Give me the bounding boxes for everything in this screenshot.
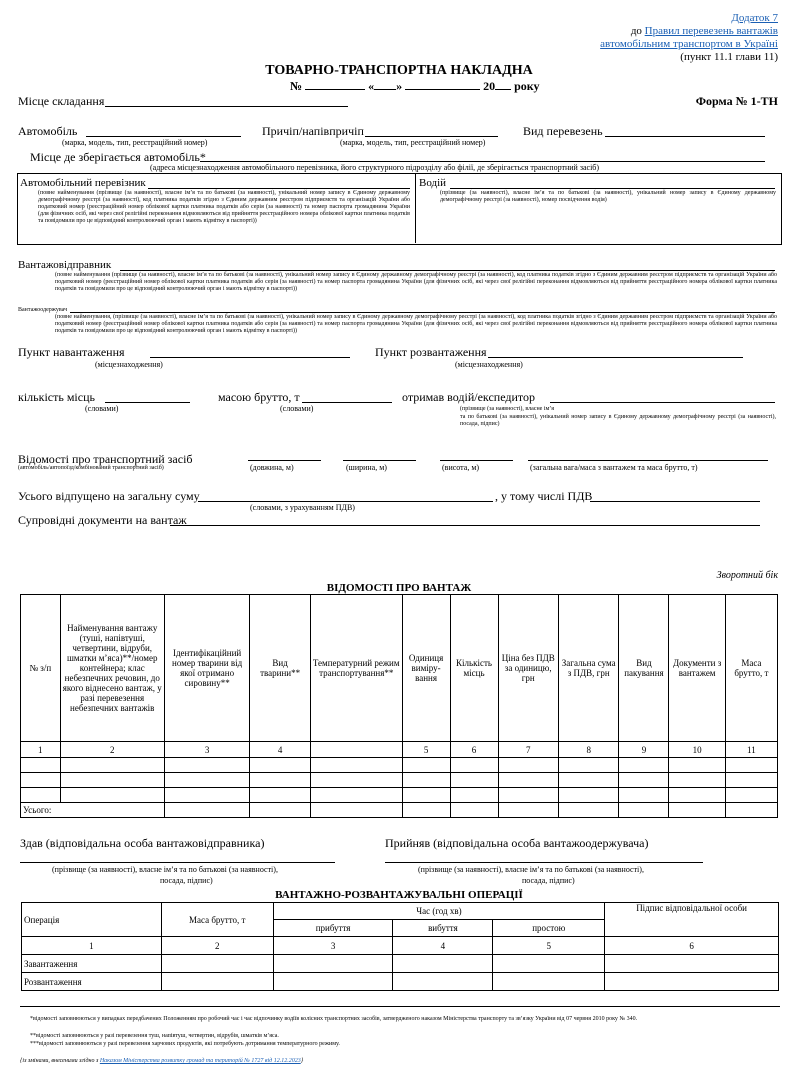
cargo-header-cell: Вид пакування bbox=[619, 595, 669, 742]
carrier-driver-divider bbox=[415, 173, 416, 243]
length-hint: (довжина, м) bbox=[250, 463, 294, 472]
cargo-header-cell: Ідентифікаційний номер тварини від якої отримано сировину** bbox=[164, 595, 250, 742]
cargo-header-cell: Маса брутто, т bbox=[725, 595, 777, 742]
year-suffix: року bbox=[514, 79, 540, 93]
cargo-col-number: 5 bbox=[402, 742, 450, 758]
cargo-col-number: 2 bbox=[60, 742, 164, 758]
cargo-header-cell: Одиниця виміру-вання bbox=[402, 595, 450, 742]
trailer-hint: (марка, модель, тип, реєстраційний номер) bbox=[340, 138, 486, 147]
width-field[interactable] bbox=[343, 460, 416, 461]
vehicle-info-hint: (автомобіль/автопоїзд/комбінований транспортний засіб) bbox=[18, 465, 164, 471]
quote-open: « bbox=[368, 79, 375, 93]
year-prefix: 20 bbox=[483, 79, 496, 93]
cargo-header-cell: Вид тварини** bbox=[250, 595, 310, 742]
appendix-rules bbox=[631, 25, 778, 37]
ops-table bbox=[21, 902, 779, 991]
ops-col-operation: Операція bbox=[22, 903, 162, 937]
unloading-point-field[interactable] bbox=[488, 357, 743, 358]
cargo-title: ВІДОМОСТІ ПРО ВАНТАЖ bbox=[326, 582, 472, 594]
form-label: Форма № 1-ТН bbox=[695, 94, 778, 108]
driver-field[interactable] bbox=[450, 188, 775, 189]
cargo-empty-row[interactable] bbox=[21, 773, 778, 788]
docs-field[interactable] bbox=[170, 525, 760, 526]
consignee-label: Вантажоодержувач bbox=[18, 307, 68, 313]
storage-hint: (адреса місцезнаходження автомобільного перевізника, його структурного підрозділу або філії, де зберігається транспортний засіб) bbox=[150, 163, 600, 172]
appendix-clause: (пункт 11.1 глави 11) bbox=[680, 51, 778, 63]
ops-col-time: Час (год хв) bbox=[273, 903, 605, 920]
footnote-1: *відомості заповнюються у випадках передбачених Положенням про робочий час і час відпочинку водіїв колісних транспортних засобів, затвердженого наказом Міністерства транспорту та зв’язку України від 07 червня 2010 року № 340. bbox=[30, 1016, 638, 1022]
vat-field[interactable] bbox=[590, 501, 760, 502]
docs-label: Супровідні документи на вантаж bbox=[18, 513, 187, 527]
trailer-field[interactable] bbox=[365, 136, 498, 137]
cargo-col-number: 1 bbox=[21, 742, 61, 758]
places-hint: (словами) bbox=[85, 404, 119, 413]
storage-label: Місце де зберігається автомобіль* bbox=[30, 150, 206, 164]
carrier-field[interactable] bbox=[148, 188, 410, 189]
cargo-number-row bbox=[21, 742, 778, 758]
ops-unloading-row[interactable] bbox=[22, 973, 779, 991]
cargo-header-cell: Кількість місць bbox=[450, 595, 498, 742]
vehicle-hint: (марка, модель, тип, реєстраційний номер) bbox=[62, 138, 208, 147]
number-sign: № bbox=[290, 79, 303, 93]
total-hint: (словами, з урахуванням ПДВ) bbox=[250, 503, 355, 512]
loading-point-hint: (місцезнаходження) bbox=[95, 360, 163, 369]
cargo-header-cell: Найменування вантажу (туші, напівтуші, четвертини, відруби, шматки м’яса)**/номер контейнера; клас небезпечних речовин, до якого віднесено вантаж, у разі перевезення небезпечних вантажів bbox=[60, 595, 164, 742]
cargo-header-cell: Температурний режим транспортування** bbox=[310, 595, 402, 742]
appendix-to: до bbox=[630, 25, 642, 37]
cargo-header-cell: Документи з вантажем bbox=[669, 595, 725, 742]
driver-hint: (прізвище (за наявності), власне ім’я та по батькові (за наявності), унікальний номер запису в Єдиному державному демографічному реєстрі (за наявності), номер посвідчення водія) bbox=[440, 190, 776, 203]
width-hint: (ширина, м) bbox=[346, 463, 387, 472]
cargo-header-cell: Загальна сума з ПДВ, грн bbox=[558, 595, 618, 742]
place-label: Місце складання bbox=[18, 94, 105, 108]
cargo-table bbox=[20, 594, 778, 818]
vehicle-field[interactable] bbox=[86, 136, 241, 137]
ops-col-number: 5 bbox=[493, 937, 605, 955]
appendix-rules-link-2[interactable]: автомобільним транспортом в Україні bbox=[600, 38, 778, 50]
vat-label: , у тому числі ПДВ bbox=[495, 489, 593, 503]
carrier-hint: (повне найменування (прізвище (за наявності), власне ім’я та по батькові (за наявності), унікальний номер запису в Єдиному державному демографічному реєстрі (за наявності), код платника податків згідно з Єдиним державним реєстром підприємств та організацій України або податковий номер (реєстраційний номер облікової картки платника податків або серія (за наявності) та номер паспорта громадянина України (для фізичних осіб, які через свої релігійні переконання відмовляються від прийняття реєстраційного номера облікової картки платника податків та повідомили про це відповідний контролюючий орган і мають відмітку в паспорті)) bbox=[38, 190, 410, 224]
number-line bbox=[290, 79, 539, 94]
edit-note-link[interactable]: Наказом Міністерства розвитку громад та територій № 1727 від 12.12.2023 bbox=[99, 1058, 301, 1064]
ops-header-row bbox=[22, 903, 779, 920]
received-hint-1: (прізвище (за наявності), власне ім’я bbox=[460, 406, 555, 412]
cargo-col-number: 11 bbox=[725, 742, 777, 758]
vehicle-label: Автомобіль bbox=[18, 124, 78, 138]
received-field[interactable] bbox=[550, 402, 775, 403]
appendix-number[interactable]: Додаток 7 bbox=[731, 12, 778, 24]
driver-label: Водій bbox=[419, 177, 447, 189]
ops-col-arrival: прибуття bbox=[273, 920, 393, 937]
cargo-col-number: 9 bbox=[619, 742, 669, 758]
day-field[interactable] bbox=[374, 89, 396, 90]
footnote-2: **відомості заповнюються у разі перевезення туш, напівтуш, четвертин, відрубів, шматків м’яса. bbox=[30, 1033, 279, 1039]
handed-field[interactable] bbox=[20, 862, 335, 863]
ops-number-row bbox=[22, 937, 779, 955]
year-field[interactable] bbox=[495, 89, 511, 90]
ops-loading-row[interactable] bbox=[22, 955, 779, 973]
cargo-col-number: 4 bbox=[250, 742, 310, 758]
accepted-label: Прийняв (відповідальна особа вантажоодержувача) bbox=[385, 836, 649, 850]
cargo-total-label: Усього: bbox=[21, 803, 165, 818]
quote-close: » bbox=[396, 79, 403, 93]
places-field[interactable] bbox=[105, 402, 190, 403]
accepted-hint-1: (прізвище (за наявності), власне ім’я та по батькові (за наявності), bbox=[418, 865, 644, 874]
cargo-header-cell: Ціна без ПДВ за одиницю, грн bbox=[498, 595, 558, 742]
edit-note bbox=[20, 1058, 303, 1065]
ops-col-departure: вибуття bbox=[393, 920, 493, 937]
accepted-field[interactable] bbox=[385, 862, 703, 863]
shipper-label: Вантажовідправник bbox=[18, 259, 112, 271]
ops-loading-label: Завантаження bbox=[22, 955, 162, 973]
edit-note-prefix: {із змінами, внесеними згідно з bbox=[20, 1058, 99, 1064]
weight-field[interactable] bbox=[528, 460, 768, 461]
ops-col-number: 4 bbox=[393, 937, 493, 955]
gross-hint: (словами) bbox=[280, 404, 314, 413]
ops-title: ВАНТАЖНО-РОЗВАНТАЖУВАЛЬНІ ОПЕРАЦІЇ bbox=[275, 889, 523, 901]
carrier-label: Автомобільний перевізник bbox=[20, 177, 146, 189]
document-title: ТОВАРНО-ТРАНСПОРТНА НАКЛАДНА bbox=[265, 63, 533, 78]
trailer-label: Причіп/напівпричіп bbox=[262, 124, 364, 138]
accepted-hint-2: посада, підпис) bbox=[522, 876, 575, 885]
reverse-side-label: Зворотний бік bbox=[716, 570, 778, 581]
cargo-col-number: 3 bbox=[164, 742, 250, 758]
length-field[interactable] bbox=[248, 460, 321, 461]
ops-col-number: 2 bbox=[161, 937, 273, 955]
consignee-hint: (повне найменування, (прізвище (за наявності), власне ім’я та по батькові (за наявності), унікальний номер запису в Єдиному державному демографічному реєстрі (за наявності), код платника податків згідно з Єдиним державним реєстром підприємств та організацій України або податковий номер (реєстраційний номер облікової картки платника податків або серія (за наявності) та номер паспорта громадянина України (для фізичних осіб, які через свої релігійні переконання відмовляються від прийняття реєстраційного номера облікової картки платника податків та повідомили про це відповідний контролюючий орган і мають відмітку в паспорті)) bbox=[55, 314, 777, 334]
unloading-point-hint: (місцезнаходження) bbox=[455, 360, 523, 369]
appendix-rules-link[interactable]: Правил перевезень вантажів bbox=[644, 25, 778, 37]
weight-hint: (загальна вага/маса з вантажем та маса брутто, т) bbox=[530, 463, 698, 472]
cargo-col-number bbox=[310, 742, 402, 758]
number-field[interactable] bbox=[305, 89, 365, 90]
places-label: кількість місць bbox=[18, 390, 95, 404]
ops-col-number: 6 bbox=[605, 937, 779, 955]
month-field[interactable] bbox=[405, 89, 480, 90]
height-field[interactable] bbox=[440, 460, 513, 461]
height-hint: (висота, м) bbox=[442, 463, 480, 472]
unloading-point-label: Пункт розвантаження bbox=[375, 345, 487, 359]
received-hint-2: та по батькові (за наявності), унікальний номер запису в Єдиному державному демографічному реєстрі (за наявності), посада, підпис) bbox=[460, 414, 776, 427]
cargo-col-number: 7 bbox=[498, 742, 558, 758]
ops-col-number: 1 bbox=[22, 937, 162, 955]
loading-point-label: Пункт навантаження bbox=[18, 345, 125, 359]
shipper-field[interactable] bbox=[120, 270, 775, 271]
ops-col-mass: Маса брутто, т bbox=[161, 903, 273, 937]
transport-type-label: Вид перевезень bbox=[523, 124, 603, 138]
cargo-col-number: 10 bbox=[669, 742, 725, 758]
consignee-field[interactable] bbox=[70, 312, 775, 313]
cargo-total-row bbox=[21, 803, 778, 818]
gross-field[interactable] bbox=[302, 402, 392, 403]
edit-note-suffix: } bbox=[300, 1058, 304, 1064]
storage-field[interactable] bbox=[200, 161, 765, 162]
footnote-separator bbox=[20, 1006, 780, 1007]
ops-col-idle: простою bbox=[493, 920, 605, 937]
ops-unloading-label: Розвантаження bbox=[22, 973, 162, 991]
loading-point-field[interactable] bbox=[150, 357, 350, 358]
vehicle-info-label: Відомості про транспортний засіб bbox=[18, 452, 193, 466]
handed-label: Здав (відповідальна особа вантажовідправника) bbox=[20, 836, 265, 850]
transport-type-field[interactable] bbox=[605, 136, 765, 137]
cargo-empty-row[interactable] bbox=[21, 758, 778, 773]
cargo-empty-row[interactable] bbox=[21, 788, 778, 803]
total-field[interactable] bbox=[198, 501, 493, 502]
gross-label: масою брутто, т bbox=[218, 390, 300, 404]
ops-col-number: 3 bbox=[273, 937, 393, 955]
shipper-hint: (повне найменування (прізвище (за наявності), власне ім’я та по батькові (за наявності), унікальний номер запису в Єдиному державному демографічному реєстрі (за наявності), код платника податків згідно з Єдиним державним реєстром підприємств та організацій України або податковий номер (реєстраційний номер облікової картки платника податків або серія (за наявності) та номер паспорта громадянина України (для фізичних осіб, які через свої релігійні переконання відмовляються від прийняття реєстраційного номера облікової картки платника податків та повідомили про це відповідний контролюючий орган і мають відмітку в паспорті)) bbox=[55, 272, 777, 292]
footnote-3: ***відомості заповнюються у разі перевезення харчових продуктів, які потребують дотримання температурного режиму. bbox=[30, 1041, 340, 1047]
total-label: Усього відпущено на загальну суму bbox=[18, 489, 200, 503]
handed-hint-1: (прізвище (за наявності), власне ім’я та по батькові (за наявності), bbox=[52, 865, 278, 874]
cargo-header-cell: № з/п bbox=[21, 595, 61, 742]
cargo-col-number: 6 bbox=[450, 742, 498, 758]
cargo-col-number: 8 bbox=[558, 742, 618, 758]
ops-col-sign: Підпис відповідальної особи bbox=[605, 903, 779, 937]
cargo-header-row bbox=[21, 595, 778, 742]
received-label: отримав водій/експедитор bbox=[402, 390, 535, 404]
handed-hint-2: посада, підпис) bbox=[160, 876, 213, 885]
place-field[interactable] bbox=[105, 106, 348, 107]
